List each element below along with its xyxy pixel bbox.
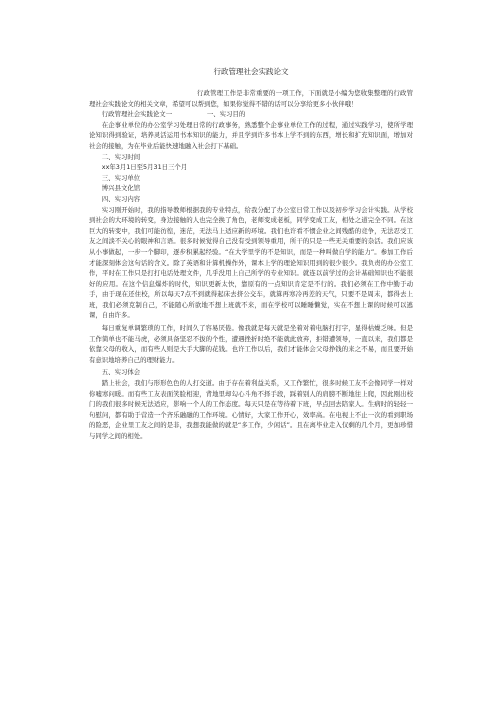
section-2-body: xx年3月1日至5月31日三个月 (101, 163, 188, 172)
section-4-heading: 四、实习内容 (101, 194, 141, 203)
section-3-body: 博兴县文化馆 (101, 184, 141, 193)
section-5-heading: 五、实习体会 (101, 368, 141, 377)
document-body (89, 67, 413, 442)
document-title: 行政管理社会实践论文 (213, 67, 289, 76)
intro-paragraph: 行政管理工作是非常重要的一项工作，下面就是小编为您收集整理的行政管理社会实践论文的相关文章，希望可以帮到您，如果你觉得不错的话可以分享给更多小伙伴哦！ (89, 89, 413, 108)
section-5-body: 踏上社会，我们与形形色色的人打交道。由于存在着利益关系，又工作繁忙，很多时候工友不会像同学一样对你嘘寒问暖。而有些工友表面笑脸相迎，背地里却勾心斗角不择手段，踩着别人的肩膀不断地往上爬，因此刚出校门的我们很多时候无法适应，影响一个人的工作态度。每天只是在等待着下班，早点回去陪家人。生病时的轻轻一句慰问，都有助于营造一个齐乐融融的工作环境。心情好，大家工作开心，效率高。在电视上不止一次的看到职场的险恶，企业里工友之间的是非，我想我能做的就是“多工作，少闲话”。且在离毕业走入仅剩的几个月，更加珍惜与同学之间的相处。 (89, 379, 413, 440)
essay-heading: 行政管理社会实践论文一 (101, 110, 173, 119)
section-1-heading: 一、实习目的 (206, 110, 246, 119)
section-4-paragraph-1: 实习刚开始时，我的指导教师根据我的专业特点，给我分配了办公室日常工作以及初步学习会计实践。从学校到社会的大环境的转变，身边接触的人也完全换了角色，老师变成老板，同学变成工友，相处之道完全不同。在这巨大的转变中，我们可能彷徨，迷茫，无法马上适应新的环境。我们也许看不惯企业之间残酷的竞争，无法忍受工友之间淡不关心的眼神和言语。很多时候觉得自己没有受到领导重用，所干的只是一些无关重要的杂活。我们应该从小事做起，一步一个脚印，逐步积累起经验。“在大学里学的不是知识，而是一种叫做自学的能力”。参加工作后才能深刻体会这句话的含义。除了英语和计算机操作外，课本上学的理论知识用到的很少很少。我负责的办公室工作，平时在工作只是打打电话处理文件，几乎没用上自己所学的专业知识。就连以前学过的会计基础知识也不能很好的应用。在这个信息爆炸的时代，知识更新太快，靠原有的一点知识肯定是不行的。我们必须在工作中勤于动手，由于现在还住校，所以每天7点不到就得起床去挤公交车，就算再寒冷再差的天气，只要不是周末，都得去上班，我们必须克制自己，不能随心所欲地不想上班就不来，而在学校可以睡睡懒觉，实在不想上课的时候可以逃课，自由许多。 (89, 205, 413, 320)
section-2-heading: 二、实习时间 (101, 152, 141, 161)
section-3-heading: 三、实习单位 (101, 173, 141, 182)
section-4-paragraph-2: 每日重复单调繁琐的工作，时间久了容易厌倦。像我就是每天就是坐着对着电脑打打字，显得枯燥乏味。但是工作简单也不能马虎，必须具备坚忍不拔的个性，遭遇挫折时绝不能就此放弃，拒错遭领导，一直以来，我们都是依靠父母的收入，而有些人则是大手大脚的花钱。也许工作以后，我们才能体会父母挣钱的来之不易，而且要开始有意识地培养自己的理财能力。 (89, 324, 413, 364)
essay-heading-line (89, 109, 413, 120)
section-1-body: 在企事业单位的办公室学习处理日常的行政事务，熟悉整个企事业单位工作的过程，通过实践学习，使所学理论知识得到验证，培养灵活运用书本知识的能力，并且学到许多书本上学不到的东西，增长和扩充知识面，增加对社会的接触，为在毕业后能快速地融入社会打下基础。 (89, 120, 413, 150)
